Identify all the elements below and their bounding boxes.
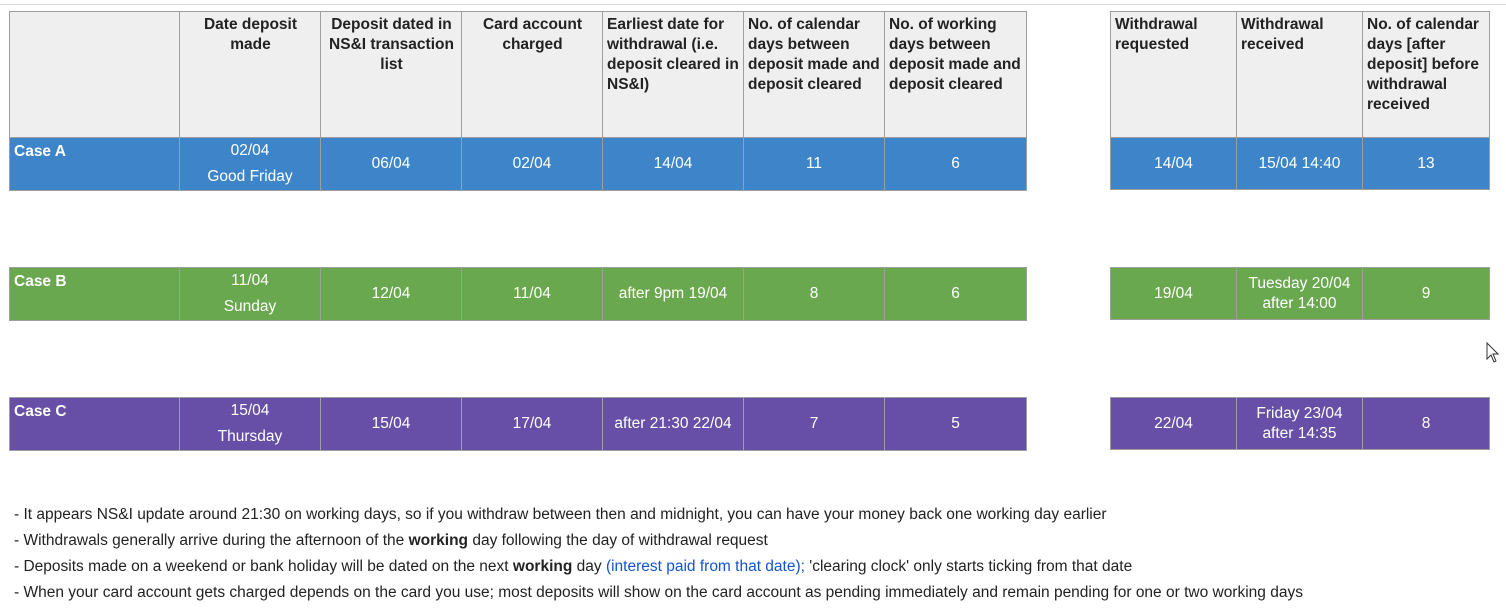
withdrawal-row-c [1111,398,1490,450]
card-charged-cell[interactable]: 17/04 [462,398,603,451]
days-before-received-cell[interactable]: 13 [1363,138,1490,190]
note-text: - Deposits made on a weekend or bank holiday will be dated on the next [14,558,513,575]
note-line[interactable] [14,557,1484,583]
deposit-date: 15/04 [230,402,270,419]
card-charged-cell[interactable]: 11/04 [462,268,603,321]
withdrawal-received-line1: Friday 23/04 [1256,404,1343,422]
calendar-days-cell[interactable]: 8 [744,268,885,321]
calendar-days-cell[interactable]: 11 [744,138,885,191]
withdrawal-row-a [1111,138,1490,190]
note-text: day following the day of withdrawal request [468,532,768,549]
deposit-date-cell[interactable] [180,398,321,451]
withdrawal-received-line1: Tuesday 20/04 [1248,274,1351,292]
working-days-cell[interactable]: 5 [885,398,1027,451]
header-deposit-dated[interactable]: Deposit dated in NS&I transaction list [321,12,462,138]
header-row [10,12,1027,138]
case-name-cell[interactable]: Case C [10,398,180,451]
days-before-received-cell[interactable]: 8 [1363,398,1490,450]
card-charged-cell[interactable]: 02/04 [462,138,603,191]
note-line[interactable]: - When your card account gets charged depends on the card you use; most deposits will show on the card account as pending immediately and remain pending for one or two working days [14,584,1303,601]
note-text: day [572,558,606,575]
header-cell-corner[interactable] [10,12,180,138]
withdrawal-header-row [1111,12,1490,138]
header-card-charged[interactable]: Card account charged [462,12,603,138]
deposit-date-cell[interactable] [180,138,321,191]
note-text: - Withdrawals generally arrive during the afternoon of the [14,532,409,549]
withdrawal-received-cell[interactable] [1237,138,1363,190]
dated-in-list-cell[interactable]: 06/04 [321,138,462,191]
withdrawal-requested-cell[interactable]: 22/04 [1111,398,1237,450]
note-bold-text: working [408,532,469,549]
note-text: 'clearing clock' only starts ticking from that date [804,558,1133,575]
dated-in-list-cell[interactable]: 12/04 [321,268,462,321]
withdrawal-table-case-b [1110,267,1490,320]
earliest-withdrawal-cell[interactable]: after 21:30 22/04 [603,398,744,451]
note-line[interactable]: - It appears NS&I update around 21:30 on working days, so if you withdraw between then and midnight, you can have your money back one working day earlier [14,506,1107,523]
notes-section [14,505,1484,609]
header-date-deposit-made[interactable]: Date deposit made [180,12,321,138]
earliest-withdrawal-cell[interactable]: after 9pm 19/04 [603,268,744,321]
top-divider [0,4,1506,5]
withdrawal-requested-cell[interactable]: 19/04 [1111,268,1237,320]
header-working-days[interactable]: No. of working days between deposit made and deposit cleared [885,12,1027,138]
note-line[interactable] [14,531,1484,557]
working-days-cell[interactable]: 6 [885,268,1027,321]
deposit-date: 11/04 [231,272,269,289]
withdrawal-row-b [1111,268,1490,320]
deposit-day: Good Friday [207,168,293,185]
withdrawal-received-line2: after 14:35 [1262,424,1337,442]
case-row-a [10,138,1027,191]
mouse-pointer-icon [1486,342,1500,364]
deposit-table [9,11,1027,191]
deposit-day: Sunday [223,298,277,315]
deposit-day: Thursday [217,428,283,445]
header-withdrawal-requested[interactable]: Withdrawal requested [1111,12,1237,138]
header-earliest-withdrawal[interactable]: Earliest date for withdrawal (i.e. deposit cleared in NS&I) [603,12,744,138]
deposit-table-case-b [9,267,1027,321]
calendar-days-cell[interactable]: 7 [744,398,885,451]
days-before-received-cell[interactable]: 9 [1363,268,1490,320]
dated-in-list-cell[interactable]: 15/04 [321,398,462,451]
header-days-before-received[interactable]: No. of calendar days [after deposit] before withdrawal received [1363,12,1490,138]
case-row-b [10,268,1027,321]
withdrawal-received-cell[interactable] [1237,268,1363,320]
case-name-cell[interactable]: Case A [10,138,180,191]
case-row-c [10,398,1027,451]
case-name-cell[interactable]: Case B [10,268,180,321]
withdrawal-received-cell[interactable] [1237,398,1363,450]
withdrawal-received-line2: after 14:00 [1262,294,1337,312]
note-blue-text: (interest paid from that date); [605,558,805,575]
working-days-cell[interactable]: 6 [885,138,1027,191]
withdrawal-received-line1: 15/04 14:40 [1258,154,1341,172]
withdrawal-table-case-c [1110,397,1490,450]
note-bold-text: working [512,558,573,575]
deposit-table-case-c [9,397,1027,451]
withdrawal-table [1110,11,1490,190]
deposit-date: 02/04 [230,142,270,159]
withdrawal-requested-cell[interactable]: 14/04 [1111,138,1237,190]
header-withdrawal-received[interactable]: Withdrawal received [1237,12,1363,138]
deposit-date-cell[interactable] [180,268,321,321]
earliest-withdrawal-cell[interactable]: 14/04 [603,138,744,191]
header-calendar-days[interactable]: No. of calendar days between deposit made and deposit cleared [744,12,885,138]
